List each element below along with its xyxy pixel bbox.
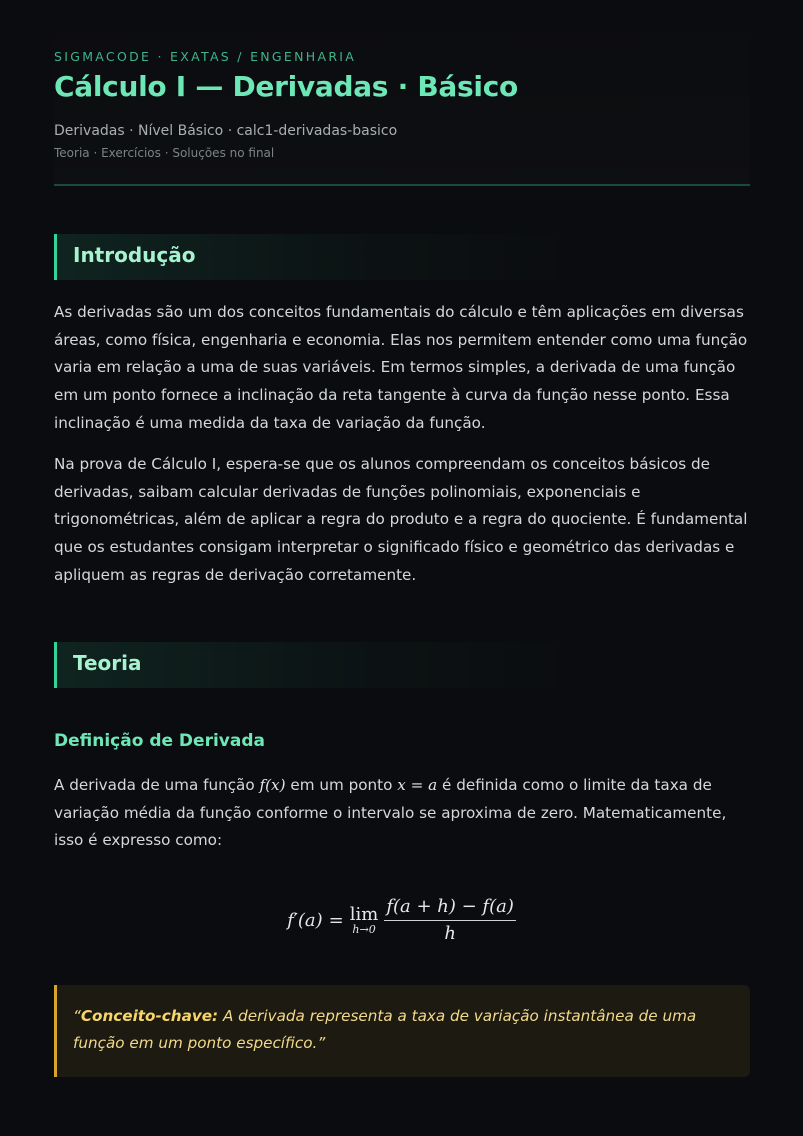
eyebrow-label: SIGMACODE · EXATAS / ENGENHARIA <box>54 49 357 64</box>
page-header <box>54 0 750 186</box>
derivative-definition-formula <box>0 890 803 950</box>
definition-text-2: em um ponto <box>285 776 398 794</box>
formula-limit <box>350 904 379 936</box>
page-title: Cálculo I — Derivadas · Básico <box>54 70 518 103</box>
section-header-introducao <box>54 234 750 280</box>
callout-body: A derivada representa a taxa de variação instantânea de uma função em um ponto específico. <box>73 1007 697 1052</box>
section-title-teoria: Teoria <box>73 651 142 675</box>
formula-lim-subscript: h→0 <box>352 923 376 936</box>
intro-paragraph-2: Na prova de Cálculo I, espera-se que os alunos compreendam os conceitos básicos de derivadas, saibam calcular derivadas de funções polinomiais, exponenciais e trigonométricas, além de aplicar a regra do produto e a regra do quociente. É fundamental que os estudantes consigam interpretar o significado físico e geométrico das derivadas e apliquem as regras de derivação corretamente. <box>54 455 748 584</box>
subsection-title-definicao: Definição de Derivada <box>54 731 265 751</box>
definition-paragraph <box>54 772 750 855</box>
formula-denominator: h <box>444 923 456 944</box>
formula-equals: = <box>328 909 344 931</box>
section-header-teoria <box>54 642 750 688</box>
intro-paragraph-1: As derivadas são um dos conceitos fundamentais do cálculo e têm aplicações em diversas áreas, como física, engenharia e economia. Elas nos permitem entender como uma função varia em relação a uma de suas variáveis. Em termos simples, a derivada de uma função em um ponto fornece a inclinação da reta tangente à curva da função nesse ponto. Essa inclinação é uma medida da taxa de variação da função. <box>54 303 748 432</box>
callout-label: Conceito-chave: <box>80 1007 219 1025</box>
callout-close-quote: ” <box>317 1034 326 1052</box>
definition-text-3: é definida como o limite da taxa de variação média da função conforme o intervalo se aproxima de zero. Matematicamente, isso é expresso como: <box>54 776 727 850</box>
inline-math-fx: f(x) <box>259 776 286 794</box>
formula-lhs: f′(a) <box>287 909 323 931</box>
key-concept-callout <box>54 985 750 1077</box>
callout-open-quote: “ <box>73 1007 81 1025</box>
formula-lim-word: lim <box>349 904 379 925</box>
callout-text <box>73 1003 737 1057</box>
page-submeta: Teoria · Exercícios · Soluções no final <box>54 146 275 160</box>
section-title-introducao: Introdução <box>73 243 196 267</box>
formula-numerator: f(a + h) − f(a) <box>384 896 516 921</box>
inline-math-x-equals-a: x = a <box>397 776 438 794</box>
page-meta: Derivadas · Nível Básico · calc1-derivadas-basico <box>54 123 398 139</box>
definition-text-1: A derivada de uma função <box>54 776 260 794</box>
formula-fraction <box>384 896 516 944</box>
